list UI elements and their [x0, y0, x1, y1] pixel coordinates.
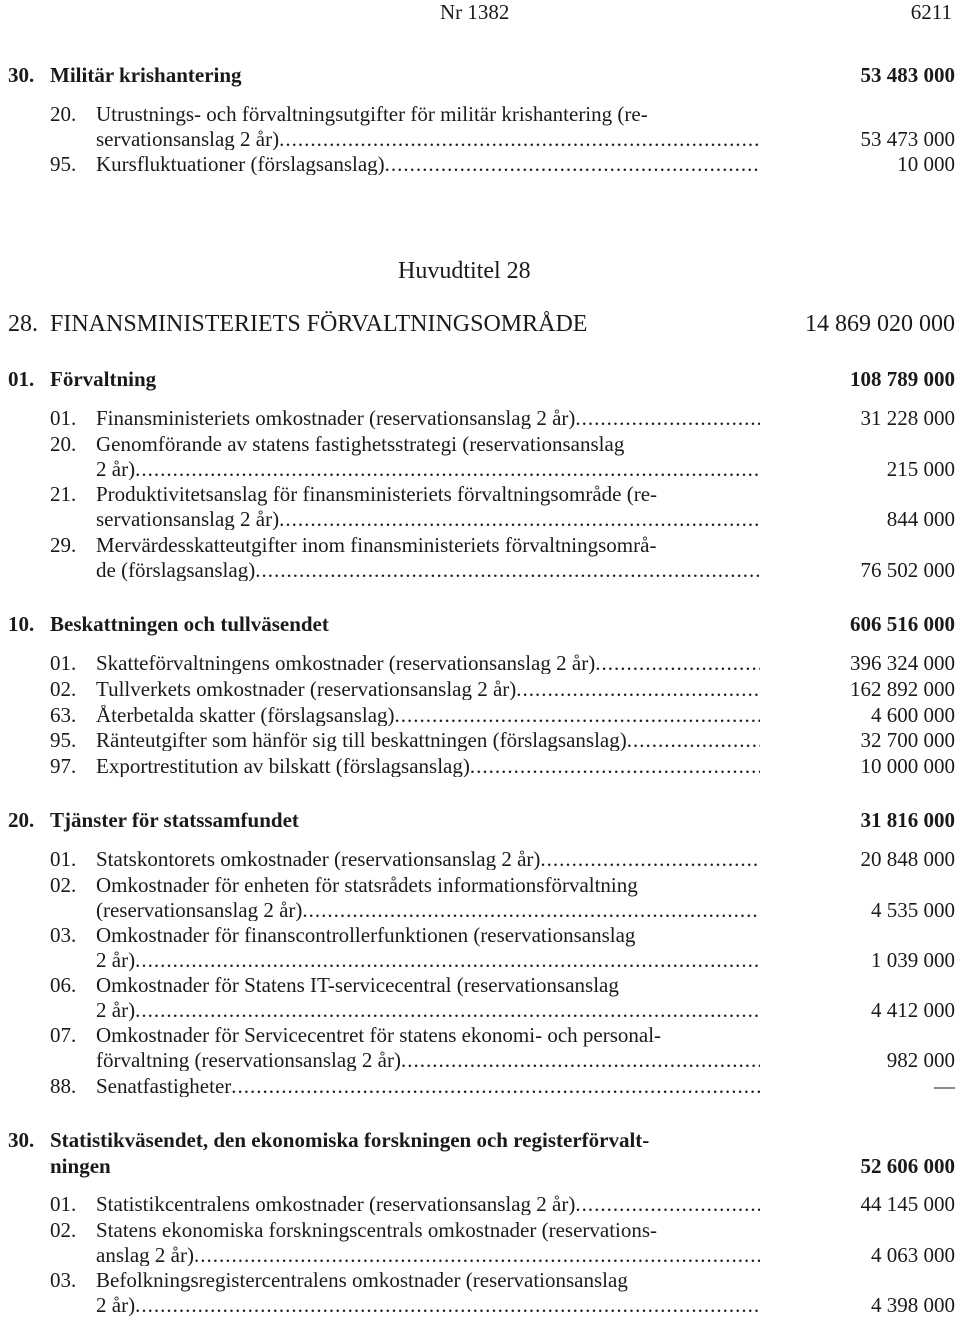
item-number: 20.	[50, 432, 77, 456]
item-text: Omkostnader för enheten för statsrådets informationsförvaltning	[96, 873, 638, 897]
item-text: Omkostnader för Servicecentret för statens ekonomi- och personal-	[96, 1023, 662, 1047]
item-number: 06.	[50, 973, 77, 997]
section-title: ningen	[50, 1154, 111, 1178]
item-text: Utrustnings- och förvaltningsutgifter för militär krishantering (re-	[96, 102, 648, 126]
section-number: 20.	[8, 808, 35, 832]
item-number: 07.	[50, 1023, 77, 1047]
item-amount: 215 000	[886, 457, 955, 481]
item-number: 20.	[50, 102, 77, 126]
item-text: Statens ekonomiska forskningscentrals omkostnader (reservations-	[96, 1218, 658, 1242]
item-amount: —	[934, 1074, 955, 1098]
item-text: Produktivitetsanslag för finansministeriets förvaltningsområde (re-	[96, 482, 658, 506]
section-number: 01.	[8, 367, 35, 391]
item-amount: 4 412 000	[871, 998, 955, 1022]
item-number: 21.	[50, 482, 77, 506]
main-title: FINANSMINISTERIETS FÖRVALTNINGSOMRÅDE	[50, 311, 588, 337]
item-text: Statistikcentralens omkostnader (reservationsanslag 2 år) .....	[96, 1194, 760, 1215]
item-text: Mervärdesskatteutgifter inom finansministeriets förvaltningsområ-	[96, 533, 657, 557]
item-number: 01.	[50, 651, 77, 675]
section-title: Tjänster för statssamfundet	[50, 808, 299, 832]
item-amount: 4 398 000	[871, 1293, 955, 1317]
item-amount: 20 848 000	[860, 847, 955, 871]
item-number: 01.	[50, 406, 77, 430]
item-text: Genomförande av statens fastighetsstrategi (reservationsanslag	[96, 432, 625, 456]
item-amount: 10 000 000	[860, 754, 955, 778]
item-amount: 396 324 000	[850, 651, 955, 675]
section-title: Statistikväsendet, den ekonomiska forskningen och registerförvalt-	[50, 1128, 650, 1152]
item-amount: 31 228 000	[860, 406, 955, 430]
item-amount: 32 700 000	[860, 728, 955, 752]
item-text: Omkostnader för Statens IT-servicecentral (reservationsanslag	[96, 973, 619, 997]
item-text: Finansministeriets omkostnader (reservationsanslag 2 år) .....	[96, 408, 760, 429]
item-number: 88.	[50, 1074, 77, 1098]
item-number: 95.	[50, 728, 77, 752]
item-number: 01.	[50, 847, 77, 871]
item-amount: 4 600 000	[871, 703, 955, 727]
item-amount: 1 039 000	[871, 948, 955, 972]
section-title: Beskattningen och tullväsendet	[50, 612, 329, 636]
item-text: (reservationsanslag 2 år) .....	[96, 900, 760, 921]
item-amount: 4 535 000	[871, 898, 955, 922]
section-number: 10.	[8, 612, 35, 636]
item-amount: 982 000	[886, 1048, 955, 1072]
item-amount: 53 473 000	[860, 127, 955, 151]
item-amount: 4 063 000	[871, 1243, 955, 1267]
section-title: Förvaltning	[50, 367, 157, 391]
item-amount: 844 000	[886, 507, 955, 531]
section-amount: 53 483 000	[860, 63, 955, 87]
section-amount: 606 516 000	[850, 612, 955, 636]
section-amount: 31 816 000	[860, 808, 955, 832]
item-amount: 44 145 000	[860, 1192, 955, 1216]
item-text: Befolkningsregistercentralens omkostnader (reservationsanslag	[96, 1268, 628, 1292]
item-number: 01.	[50, 1192, 77, 1216]
item-amount: 162 892 000	[850, 677, 955, 701]
main-number: 28.	[8, 311, 38, 337]
item-number: 03.	[50, 1268, 77, 1292]
main-amount: 14 869 020 000	[805, 311, 955, 337]
item-number: 95.	[50, 152, 77, 176]
item-text: servationsanslag 2 år) .....	[96, 509, 760, 530]
item-number: 02.	[50, 873, 77, 897]
item-amount: 76 502 000	[860, 558, 955, 582]
item-text: 2 år) .....	[96, 1000, 760, 1021]
item-text: de (förslagsanslag) .....	[96, 560, 760, 581]
item-text: Ränteutgifter som hänför sig till beskattningen (förslagsanslag) .....	[96, 730, 760, 751]
item-text: Omkostnader för finanscontrollerfunktionen (reservationsanslag	[96, 923, 636, 947]
item-text: Återbetalda skatter (förslagsanslag) .....	[96, 705, 760, 726]
main-heading: Huvudtitel 28	[398, 258, 531, 284]
item-text: Skatteförvaltningens omkostnader (reservationsanslag 2 år) .....	[96, 653, 760, 674]
item-amount: 10 000	[897, 152, 955, 176]
item-number: 02.	[50, 1218, 77, 1242]
page-number: 6211	[910, 0, 952, 24]
item-number: 02.	[50, 677, 77, 701]
item-text: 2 år) .....	[96, 950, 760, 971]
item-number: 97.	[50, 754, 77, 778]
item-text: Statskontorets omkostnader (reservationsanslag 2 år) .....	[96, 849, 760, 870]
section-amount: 52 606 000	[860, 1154, 955, 1178]
item-text: förvaltning (reservationsanslag 2 år) .....	[96, 1050, 760, 1071]
item-number: 63.	[50, 703, 77, 727]
section-number: 30.	[8, 1128, 35, 1152]
item-text: anslag 2 år) .....	[96, 1245, 760, 1266]
item-text: servationsanslag 2 år) .....	[96, 129, 760, 150]
item-text: Tullverkets omkostnader (reservationsanslag 2 år) .....	[96, 679, 760, 700]
item-number: 03.	[50, 923, 77, 947]
item-text: Exportrestitution av bilskatt (förslagsanslag) .....	[96, 756, 760, 777]
item-text: 2 år) .....	[96, 459, 760, 480]
item-number: 29.	[50, 533, 77, 557]
document-number: Nr 1382	[440, 0, 510, 24]
section-title: Militär krishantering	[50, 63, 242, 87]
item-text: Kursfluktuationer (förslagsanslag) .....	[96, 154, 760, 175]
item-text: Senatfastigheter .....	[96, 1076, 760, 1097]
section-amount: 108 789 000	[850, 367, 955, 391]
section-number: 30.	[8, 63, 35, 87]
item-text: 2 år) .....	[96, 1295, 760, 1316]
